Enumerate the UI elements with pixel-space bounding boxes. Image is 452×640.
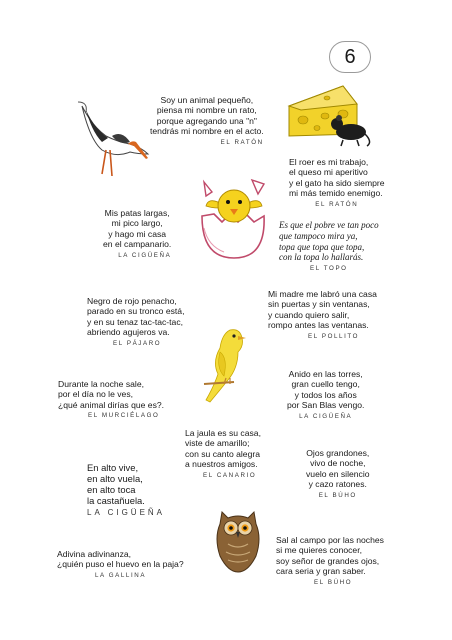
riddle-5 — [268, 289, 377, 342]
riddle-line: topa que topa que topa, — [279, 241, 365, 252]
riddle-answer: LA CIGÜEÑA — [299, 412, 353, 420]
riddle-line: y cuando quiero salir, — [268, 309, 350, 320]
riddle-line: en el campanario. — [103, 239, 172, 250]
riddle-line: viste de amarillo; — [185, 438, 250, 449]
riddle-line: el queso mi aperitivo — [289, 167, 368, 178]
riddle-answer: EL CANARIO — [203, 471, 257, 479]
riddle-line: Mi madre me labró una casa — [268, 289, 377, 299]
riddle-line: por San Blas vengo. — [287, 400, 365, 411]
riddle-line: cara seria y gran saber. — [276, 566, 366, 577]
riddle-line: Adivina adivinanza, — [57, 549, 132, 559]
riddle-line: parado en su tronco está, — [87, 306, 185, 317]
riddle-9 — [87, 462, 165, 518]
riddle-2 — [103, 208, 171, 261]
chick-egg-icon — [194, 176, 272, 262]
riddle-answer: LA GALLINA — [95, 571, 147, 579]
riddle-8 — [185, 428, 261, 481]
riddle-answer: EL POLLITO — [308, 332, 360, 340]
riddle-line: piensa mi nombre un rato, — [156, 105, 257, 116]
riddle-line: con su canto alegra — [185, 448, 261, 459]
riddle-line: en alto toca — [87, 484, 136, 495]
riddle-line: rompo antes las ventanas. — [268, 320, 369, 331]
riddle-line: ¿quién puso el huevo en la paja? — [57, 559, 184, 570]
riddle-line: y hago mi casa — [108, 228, 167, 239]
riddle-line: gran cuello tengo, — [291, 379, 360, 390]
riddle-line: y en su tenaz tac-tac-tac, — [87, 316, 184, 327]
riddle-line: vivo de noche, — [310, 458, 366, 469]
riddle-line: la castañuela. — [87, 495, 145, 506]
riddle-line: Durante la noche sale, — [58, 379, 144, 389]
riddle-line: Ojos grandones, — [306, 448, 370, 458]
riddle-line: y todos los años — [294, 389, 357, 400]
riddle-answer: EL BÚHO — [314, 578, 353, 586]
riddle-answer: EL RATÓN — [220, 138, 264, 146]
page-number: 6 — [329, 41, 371, 73]
riddle-answer: LA CIGÜEÑA — [118, 251, 172, 259]
riddle-0 — [150, 95, 264, 148]
riddle-12 — [57, 549, 184, 581]
riddle-line: que tampoco mira ya, — [279, 230, 358, 241]
riddle-line: En alto vive, — [87, 462, 139, 473]
riddle-line: y el gato ha sido siempre — [289, 177, 385, 188]
riddle-line: Mis patas largas, — [104, 208, 170, 218]
riddle-line: y cazo ratones. — [308, 479, 367, 490]
riddle-answer: EL BÚHO — [318, 491, 357, 499]
riddle-line: mi pico largo, — [111, 218, 163, 229]
riddle-answer: EL PÁJARO — [113, 339, 162, 347]
riddle-line: vuelo en silencio — [306, 468, 370, 479]
riddle-11 — [276, 535, 384, 588]
riddle-1 — [289, 157, 385, 210]
riddle-answer: EL RATÓN — [315, 200, 359, 208]
riddle-4 — [87, 296, 184, 349]
riddle-10 — [306, 448, 370, 501]
riddle-line: ¿qué animal dirías que es?. — [58, 399, 165, 410]
riddle-line: Negro de rojo penacho, — [87, 296, 177, 306]
riddle-line: en alto vuela, — [87, 473, 143, 484]
riddle-line: abriendo agujeros va. — [87, 327, 170, 338]
riddle-line: Es que el pobre ve tan poco — [279, 220, 379, 230]
riddle-line: Sal al campo por las noches — [276, 535, 384, 545]
riddle-6 — [58, 379, 164, 422]
riddle-line: con la topa lo hallarás. — [279, 252, 364, 263]
owl-icon — [212, 502, 264, 574]
riddle-line: sin puertas y sin ventanas, — [268, 299, 370, 310]
riddle-line: a nuestros amigos. — [185, 459, 258, 470]
riddle-line: soy señor de grandes ojos, — [276, 555, 380, 566]
riddle-answer: EL TOPO — [310, 265, 348, 273]
riddle-7 — [287, 369, 364, 422]
riddle-line: La jaula es su casa, — [185, 428, 261, 438]
riddle-answer: EL MURCIÉLAGO — [88, 412, 160, 420]
riddle-line: por el día no le ves, — [58, 389, 134, 400]
canary-icon — [194, 322, 258, 406]
cheese-mouse-icon — [287, 84, 373, 150]
riddle-line: Soy un animal pequeño, — [160, 95, 254, 105]
riddle-line: El roer es mi trabajo, — [289, 157, 369, 167]
riddle-line: tendrás mi nombre en el acto. — [150, 126, 264, 137]
riddle-line: porque agregando una "n" — [156, 115, 257, 126]
riddle-line: Anido en las torres, — [288, 369, 363, 379]
riddle-line: si me quieres conocer, — [276, 545, 362, 556]
riddle-line: mi más temido enemigo. — [289, 188, 383, 199]
riddle-answer: LA CIGÜEÑA — [87, 508, 166, 517]
stork-icon — [72, 96, 154, 180]
riddle-3 — [279, 220, 379, 275]
